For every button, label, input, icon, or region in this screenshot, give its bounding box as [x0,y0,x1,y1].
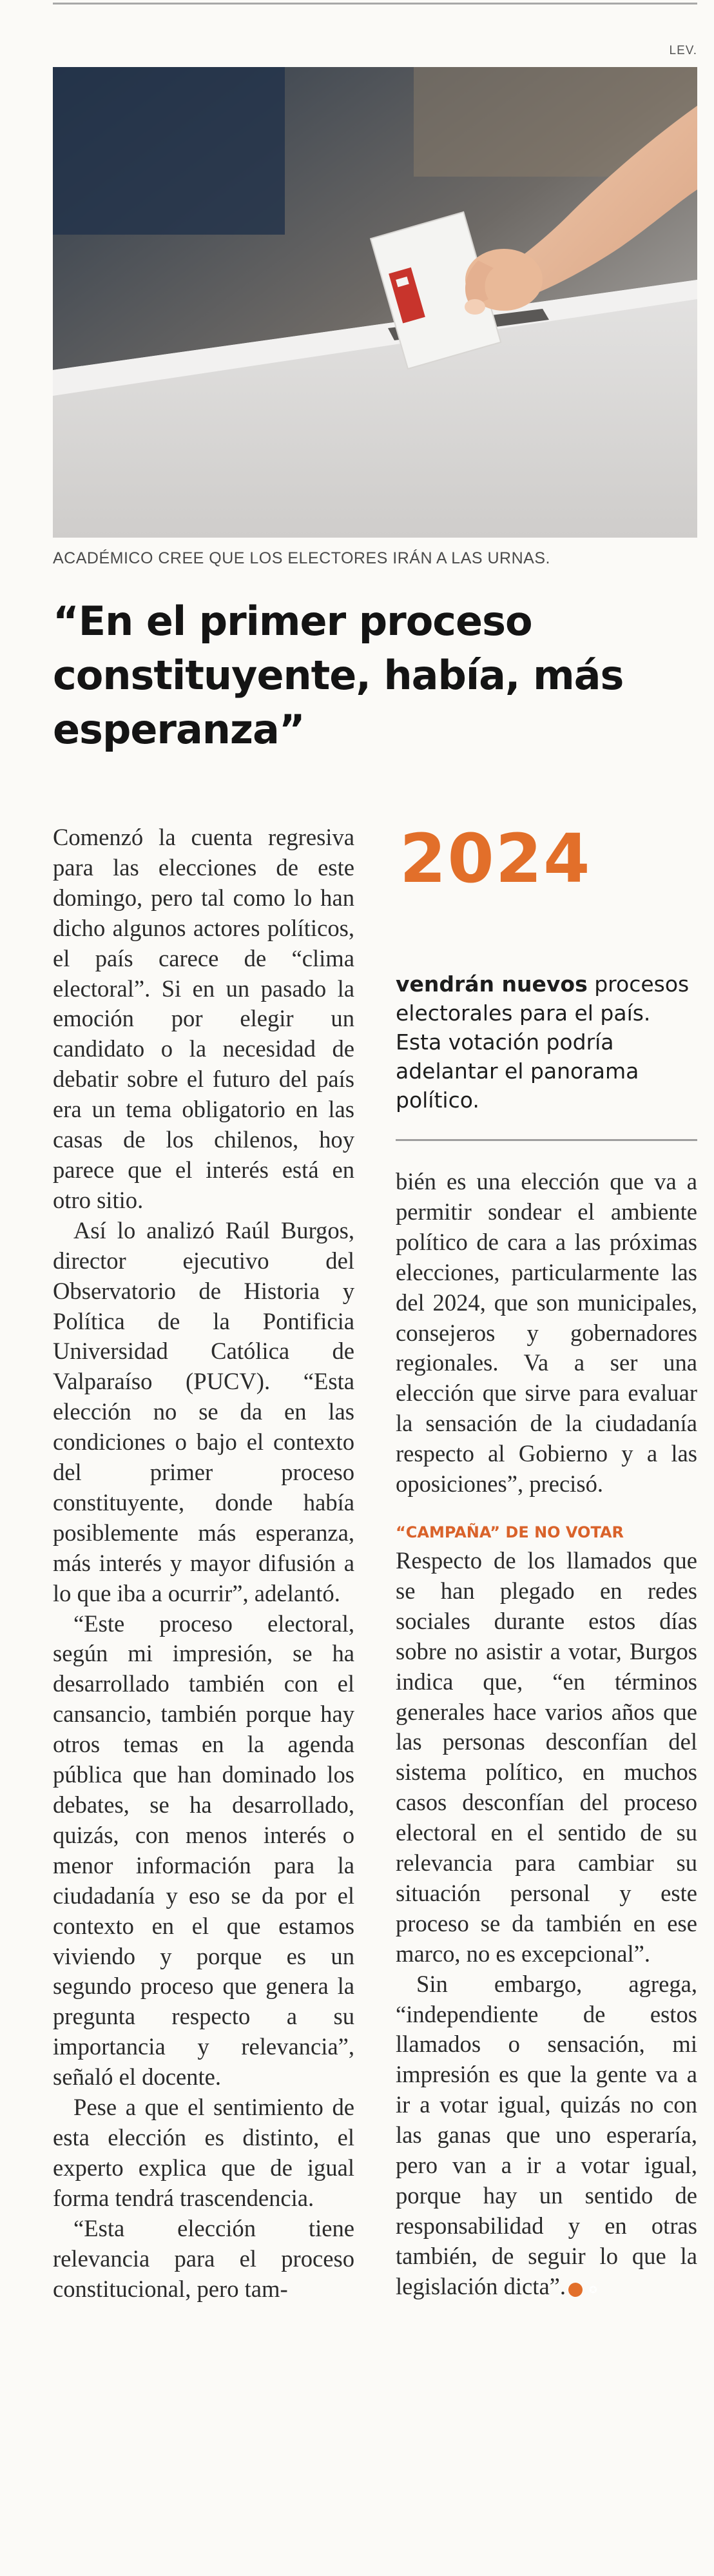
paragraph: “Este proceso electoral, según mi impresión, se ha desarrollado también con el cansancio, también porque hay otros temas en la agenda pública que han dominado los debates, se ha desarrollado, quizás, con menos interés o menor información para la ciudadanía y eso se da por el contexto en el que estamos viviendo y porque es un segundo proceso que genera la pregunta respecto a su importancia y relevancia”, señaló el docente. [53,1610,354,2091]
top-rule [53,3,697,5]
headline: “En el primer proceso constituyente, había, más esperanza” [53,598,624,753]
end-of-article-icon: ✪ [568,2283,583,2297]
pull-quote [396,970,697,1115]
pull-quote-divider [396,1139,697,1141]
ballot-box-photo [53,67,697,538]
paragraph: Pese a que el sentimiento de esta elección es distinto, el experto explica que de igual forma tendrá trascendencia. [53,2094,354,2211]
section-subhead: “CAMPAÑA” DE NO VOTAR [396,1523,624,1541]
pull-quote-text: procesos electorales para el país. Esta votación podría adelantar el panorama político. [396,971,690,1113]
photo-caption: ACADÉMICO CREE QUE LOS ELECTORES IRÁN A LAS URNAS. [53,549,550,567]
paragraph-text: Sin embargo, agrega, “independiente de estos llamados o sensación, mi impresión es que la gente va a ir a votar igual, quizás no con las ganas que uno esperaría, pero van a ir a votar igual, porque hay un sentido de responsabilidad y en otras también, de seguir lo que la legislación dicta”. [396,1970,697,2299]
pull-quote-bold: vendrán nuevos [396,971,588,997]
photo-credit: LEV. [669,44,697,57]
paragraph: Así lo analizó Raúl Burgos, director ejecutivo del Observatorio de Historia y Política de la Pontificia Universidad Católica de Valparaíso (PUCV). “Esta elección no se da en las condiciones o bajo el contexto del primer proceso constituyente, donde había posiblemente más esperanza, más interés y mayor difusión a lo que iba a ocurrir”, adelantó. [53,1216,354,1606]
highlight-year: 2024 [400,819,592,898]
article-column-2 [396,819,697,2302]
paragraph [396,1969,697,2302]
paragraph: Respecto de los llamados que se han plegado en redes sociales durante estos días sobre no asistir a votar, Burgos indica que, “en términos generales hace varios años que las personas desconfían del sistema político, en muchos casos desconfían del proceso electoral en el sentido de su relevancia para cambiar su situación personal y este proceso se da también en ese marco, no es excepcional”. [396,1547,697,1967]
ballot-box-illustration [53,67,697,538]
paragraph: Comenzó la cuenta regresiva para las elecciones de este domingo, pero tal como lo han dicho algunos actores políticos, el país carece de “clima electoral”. Si en un pasado la emoción por elegir un candidato o la necesidad de debatir sobre el futuro del país era un tema obligatorio en las casas de los chilenos, hoy parece que el interés está en otro sitio. [53,824,354,1213]
paragraph: bién es una elección que va a permitir sondear el ambiente político de cara a las próximas elecciones, particularmente las del 2024, que son municipales, consejeros y gobernadores regionales. Va a ser una elección que sirve para evaluar la sensación de la ciudadanía respecto al Gobierno y a las oposiciones”, precisó. [396,1168,697,1498]
paragraph: “Esta elección tiene relevancia para el proceso constitucional, pero tam- [53,2214,354,2302]
article-column-1 [53,823,354,2304]
